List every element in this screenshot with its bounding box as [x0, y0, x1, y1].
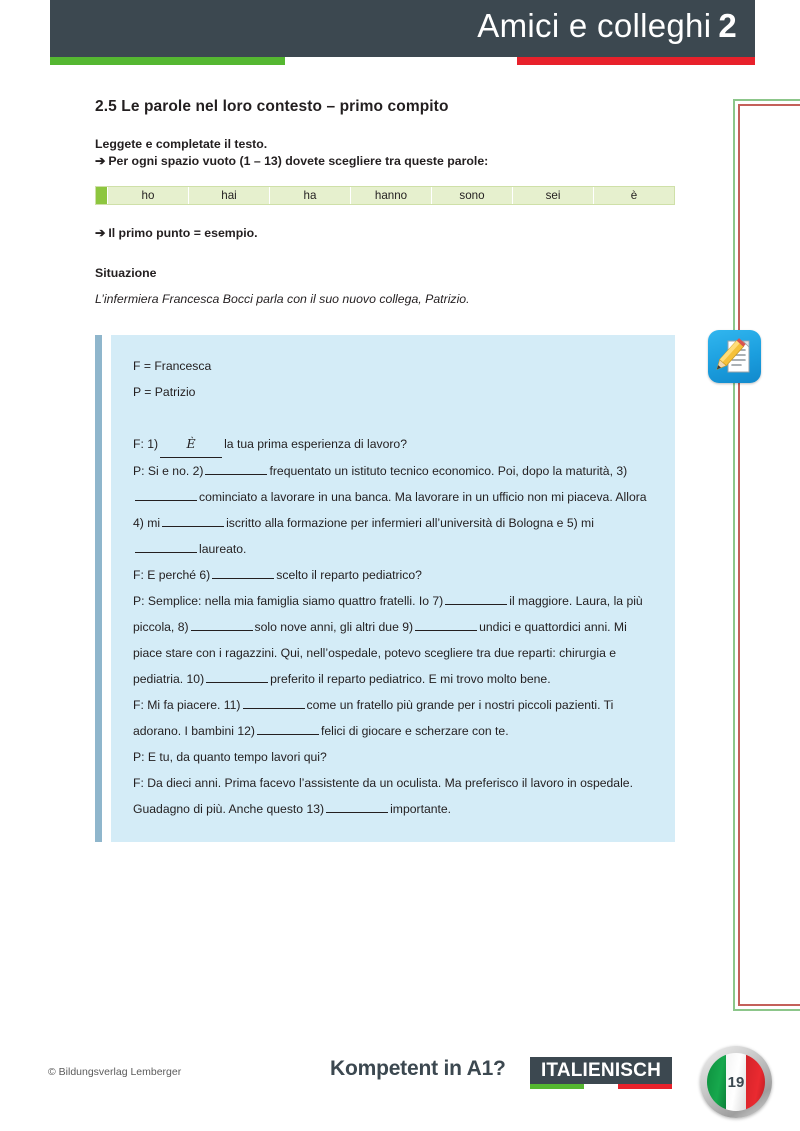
dialogue-text: E tu, da quanto tempo lavori qui?: [147, 750, 327, 765]
dialogue-text: solo nove anni, gli altri due 9): [254, 620, 414, 635]
dialogue-speaker: F:: [133, 698, 144, 713]
dialogue-text: 1): [147, 437, 159, 452]
answer-blank-4[interactable]: [162, 526, 224, 527]
dialogue-panel: [111, 335, 675, 842]
answer-blank-7[interactable]: [445, 604, 507, 605]
dialogue-speaker: P:: [133, 464, 145, 479]
word-bank-cell[interactable]: hanno: [350, 187, 431, 204]
header-title-text: Amici e colleghi: [477, 7, 712, 44]
word-bank-cell[interactable]: ha: [269, 187, 350, 204]
writing-task-icon: [708, 330, 761, 383]
dialogue-text: undici e quattordici anni. Mi piace stare con i ragazzini. Qui, nell’ospedale, potevo scegliere tra due reparti: chirurgia e pediatria. 10): [133, 620, 627, 687]
header-unit-number: 2: [718, 7, 737, 44]
answer-blank-8[interactable]: [191, 630, 253, 631]
answer-blank-1[interactable]: È: [160, 431, 222, 458]
dialogue-speaker: F:: [133, 437, 144, 452]
dialogue-text: E perché 6): [147, 568, 211, 583]
word-bank-cell[interactable]: hai: [188, 187, 269, 204]
dialogue-gap: [102, 335, 111, 842]
dialogue-text: cominciato a lavorare in una banca. Ma lavorare in un ufficio non mi piaceva. Allora 4) mi: [133, 490, 647, 531]
dialogue-panel-wrapper: [95, 335, 675, 842]
footer-brand: Kompetent in A1?: [330, 1057, 506, 1080]
word-bank-accent: [96, 187, 107, 204]
word-bank-cell[interactable]: ho: [107, 187, 188, 204]
dialogue-line: [133, 692, 659, 744]
dialogue-text: laureato.: [199, 542, 247, 557]
answer-blank-3[interactable]: [135, 500, 197, 501]
dialogue-line: [133, 770, 659, 822]
dialogue-accent-bar: [95, 335, 102, 842]
legend-francesca: F = Francesca: [133, 359, 212, 374]
example-note: [95, 226, 675, 240]
dialogue-text: come un fratello più grande per i nostri piccoli pazienti. Ti adorano. I bambini 12): [133, 698, 614, 739]
dialogue-text: Mi fa piacere. 11): [147, 698, 241, 713]
answer-blank-13[interactable]: [326, 812, 388, 813]
dialogue-text: frequentato un istituto tecnico economico. Poi, dopo la maturità, 3): [269, 464, 628, 479]
arrow-icon: ➔: [95, 154, 106, 168]
word-bank: [95, 186, 675, 205]
example-note-text: Il primo punto = esempio.: [108, 226, 258, 240]
margin-frame-inner: [738, 104, 800, 1006]
dialogue-text: preferito il reparto pediatrico. E mi trovo molto bene.: [270, 672, 551, 687]
dialogue-text: Semplice: nella mia famiglia siamo quattro fratelli. Io 7): [147, 594, 444, 609]
dialogue-line: [133, 431, 659, 458]
dialogue-line: [133, 588, 659, 692]
language-badge: ITALIENISCH: [530, 1057, 672, 1084]
header-rule-green: [50, 57, 285, 65]
instruction-choose-words: [95, 154, 675, 168]
page-number-badge: [700, 1046, 772, 1118]
legend-patrizio: P = Patrizio: [133, 385, 196, 400]
answer-blank-6[interactable]: [212, 578, 274, 579]
main-content: [95, 98, 675, 842]
footer-copyright: © Bildungsverlag Lemberger: [48, 1066, 182, 1078]
word-bank-cell[interactable]: è: [593, 187, 674, 204]
task-title: 2.5 Le parole nel loro contesto – primo compito: [95, 98, 449, 115]
dialogue-text: il maggiore. Laura, la più piccola, 8): [133, 594, 643, 635]
instruction-choose-words-text: Per ogni spazio vuoto (1 – 13) dovete scegliere tra queste parole:: [108, 154, 489, 168]
arrow-icon: ➔: [95, 226, 106, 240]
instruction-read-complete: Leggete e completate il testo.: [95, 137, 268, 151]
dialogue-text: Da dieci anni. Prima facevo l’assistente da un oculista. Ma preferisco il lavoro in ospedale. Guadagno di più. Anche questo 13): [133, 776, 633, 817]
dialogue-line: [133, 562, 659, 588]
dialogue-text: felici di giocare e scherzare con te.: [320, 724, 509, 739]
page-number: 19: [727, 1073, 745, 1091]
page-header-band: [50, 0, 755, 57]
dialogue-text: la tua prima esperienza di lavoro?: [224, 437, 407, 452]
page-header-title: [477, 7, 737, 45]
dialogue-line: [133, 458, 659, 562]
answer-blank-2[interactable]: [205, 474, 267, 475]
answer-blank-9[interactable]: [415, 630, 477, 631]
dialogue-speaker: F:: [133, 776, 144, 791]
word-bank-cell[interactable]: sono: [431, 187, 512, 204]
answer-blank-11[interactable]: [243, 708, 305, 709]
answer-blank-5[interactable]: [135, 552, 197, 553]
dialogue-speaker: P:: [133, 750, 145, 765]
dialogue-speaker: F:: [133, 568, 144, 583]
header-rule-red: [517, 57, 755, 65]
dialogue-text: scelto il reparto pediatrico?: [276, 568, 422, 583]
situation-label: Situazione: [95, 266, 157, 280]
dialogue-text: iscritto alla formazione per infermieri all’università di Bologna e 5) mi: [226, 516, 594, 531]
word-bank-cell[interactable]: sei: [512, 187, 593, 204]
margin-frame-outer: [733, 99, 800, 1011]
language-rule-red: [618, 1084, 672, 1089]
dialogue-text: Si e no. 2): [147, 464, 204, 479]
answer-blank-10[interactable]: [206, 682, 268, 683]
dialogue-line: [133, 744, 659, 770]
dialogue-speaker: P:: [133, 594, 145, 609]
situation-text: L’infermiera Francesca Bocci parla con il suo nuovo collega, Patrizio.: [95, 292, 470, 307]
answer-blank-12[interactable]: [257, 734, 319, 735]
dialogue-text: importante.: [390, 802, 452, 817]
dialogue-spacer: [133, 405, 659, 431]
language-rule-green: [530, 1084, 584, 1089]
